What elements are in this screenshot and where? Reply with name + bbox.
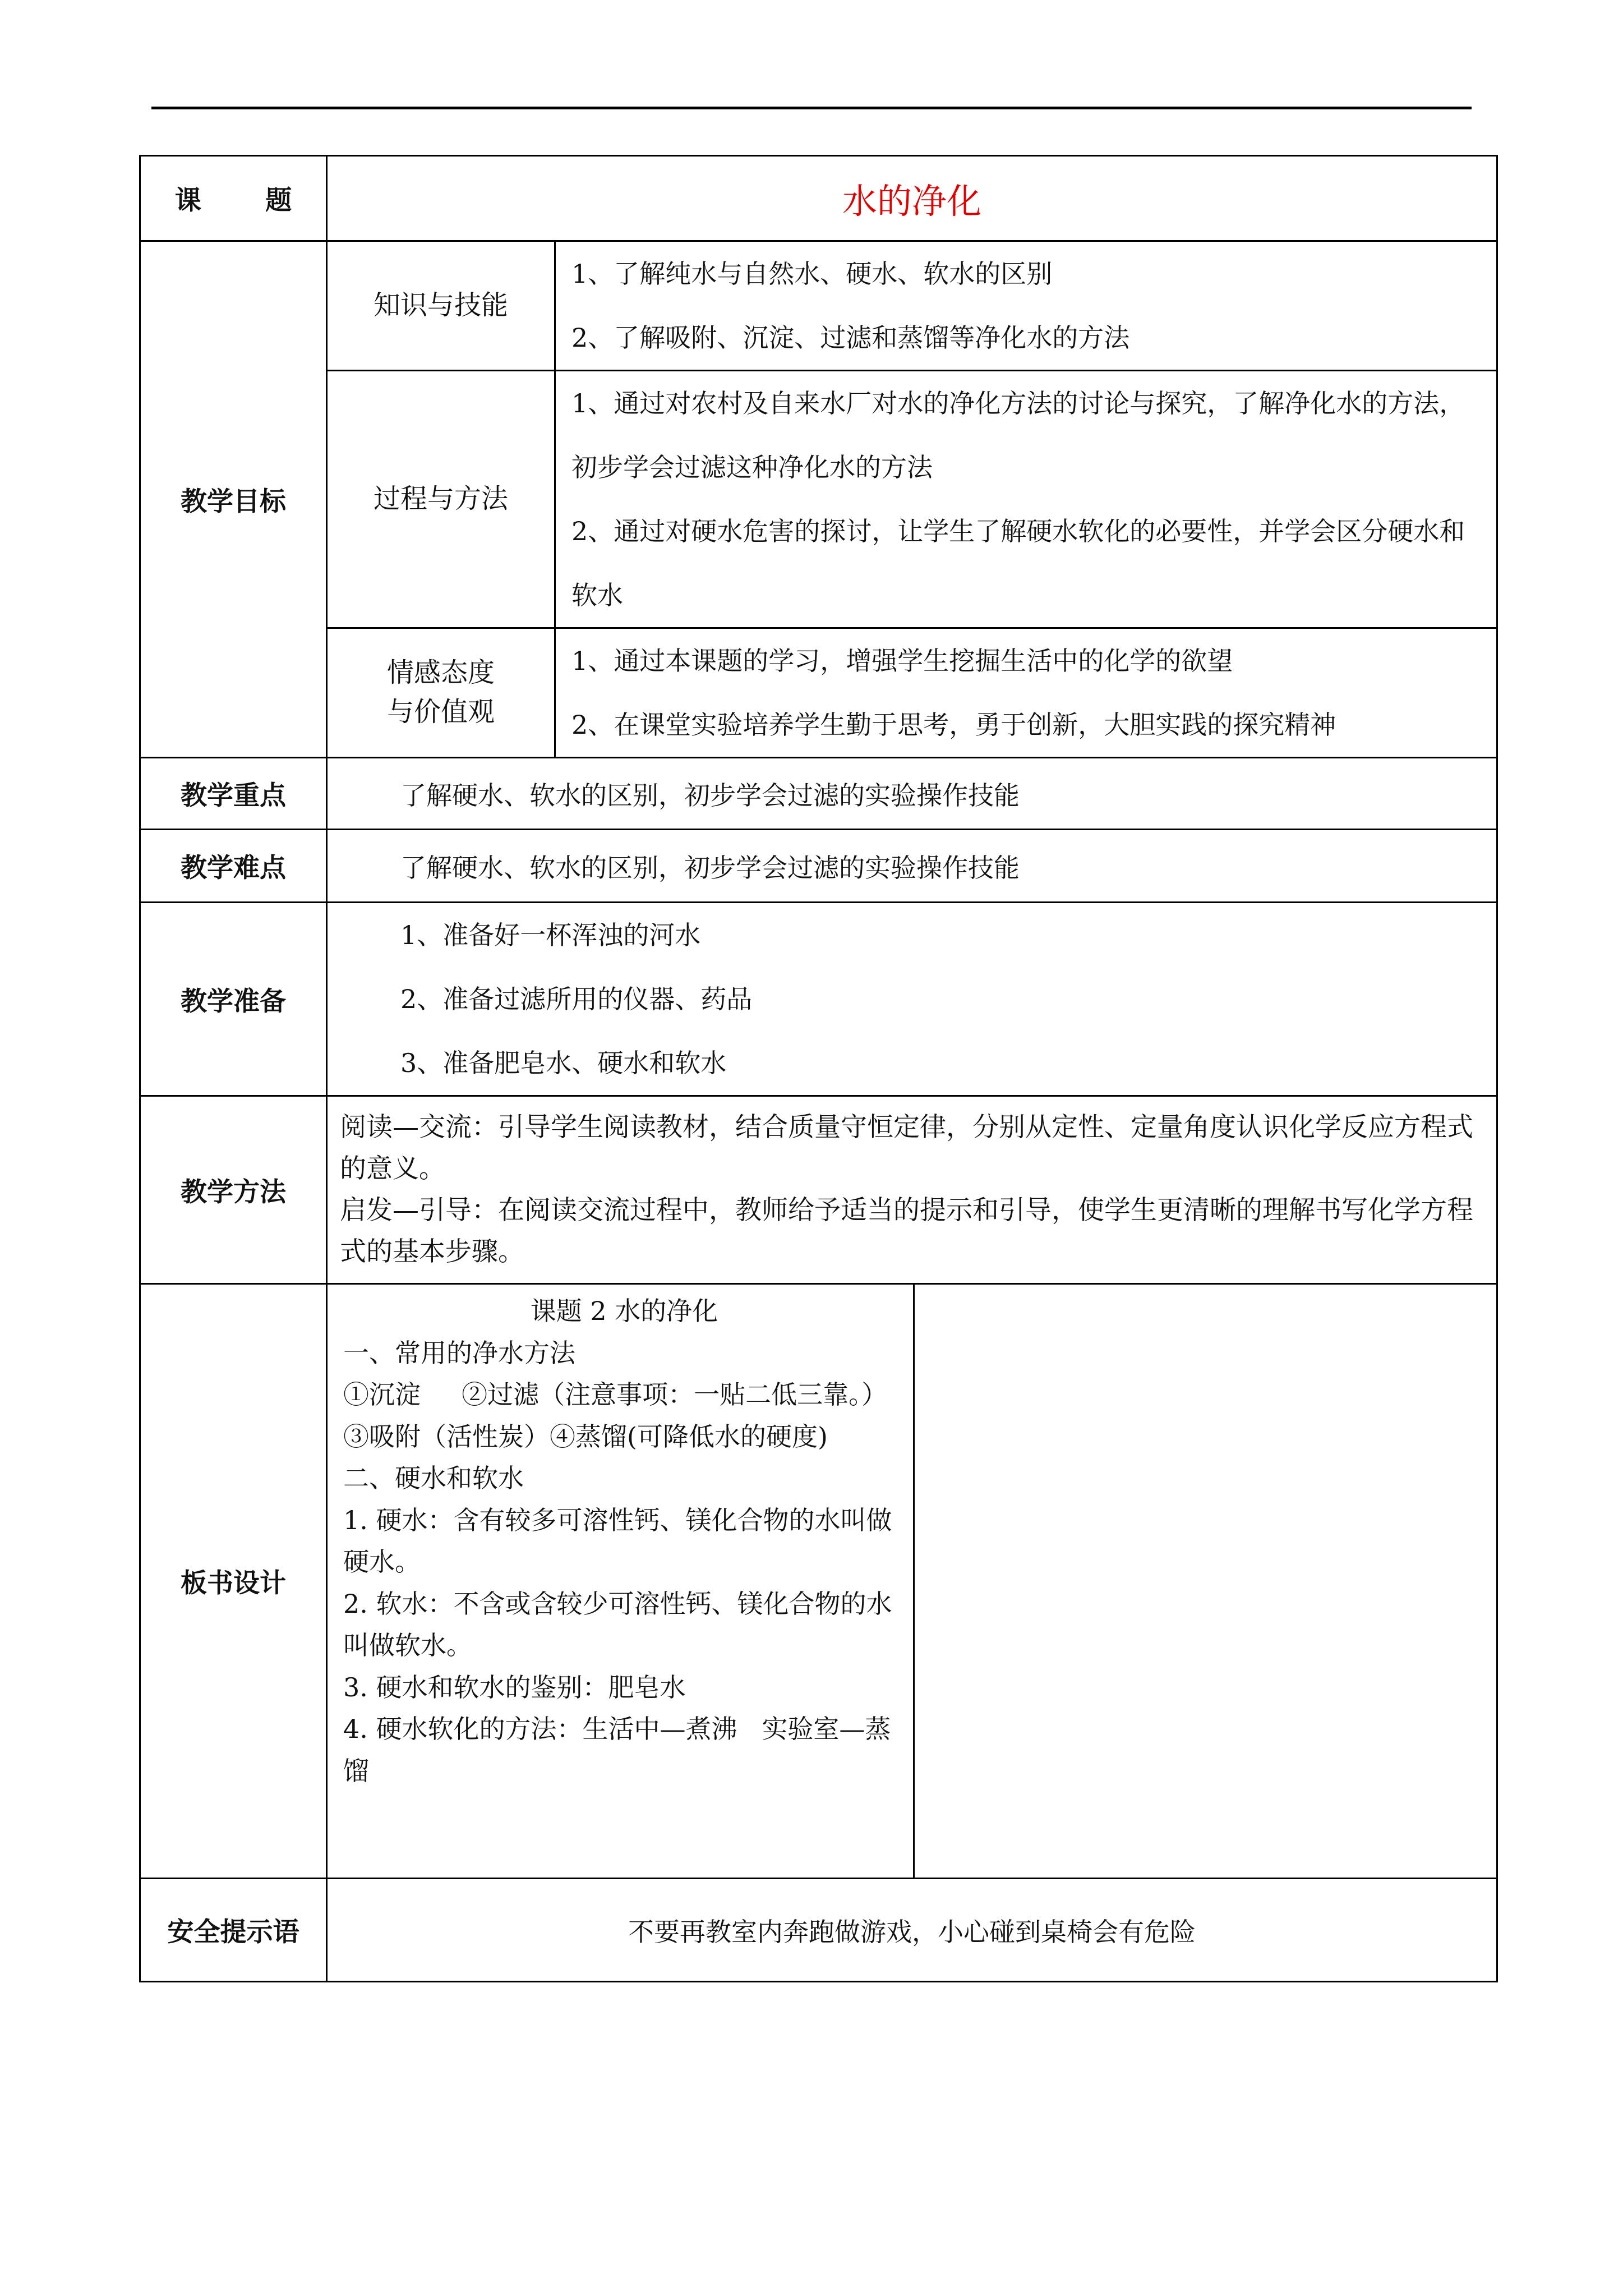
course-label: 课 题 [140, 156, 327, 241]
methods-item: 启发—引导：在阅读交流过程中，教师给予适当的提示和引导，使学生更清晰的理解书写化学方程式的基本步骤。 [340, 1195, 1473, 1267]
board-content [327, 1284, 914, 1879]
lesson-plan-table [139, 155, 1498, 1982]
process-item: 1、通过对农村及自来水厂对水的净化方法的讨论与探究，了解净化水的方法，初步学会过滤这种净化水的方法 [571, 388, 1465, 482]
preparation-item: 2、准备过滤所用的仪器、药品 [400, 984, 753, 1014]
process-items [555, 371, 1497, 628]
preparation-item: 3、准备肥皂水、硬水和软水 [400, 1048, 727, 1078]
knowledge-item: 2、了解吸附、沉淀、过滤和蒸馏等净化水的方法 [571, 323, 1130, 353]
knowledge-label: 知识与技能 [327, 241, 555, 371]
methods-items [327, 1096, 1497, 1284]
emotion-label-line1: 情感态度 [386, 657, 495, 689]
board-section-2: 二、硬水和软水 [343, 1463, 524, 1493]
row-objective-knowledge [140, 241, 1497, 371]
key-points-label: 教学重点 [140, 758, 327, 830]
board-point: 2. 软水：不含或含较少可溶性钙、镁化合物的水叫做软水。 [343, 1588, 892, 1660]
row-difficulties [140, 830, 1497, 903]
emotion-item: 1、通过本课题的学习，增强学生挖掘生活中的化学的欲望 [571, 646, 1233, 676]
emotion-items [555, 628, 1497, 758]
board-empty-cell [914, 1284, 1497, 1879]
safety-text: 不要再教室内奔跑做游戏，小心碰到桌椅会有危险 [327, 1879, 1497, 1982]
board-methods-line-2: ③吸附（活性炭）④蒸馏(可降低水的硬度) [343, 1421, 828, 1452]
row-objective-process [140, 371, 1497, 628]
preparation-item: 1、准备好一杯浑浊的河水 [400, 920, 701, 950]
methods-label: 教学方法 [140, 1096, 327, 1284]
row-board [140, 1284, 1497, 1879]
safety-label: 安全提示语 [140, 1879, 327, 1982]
emotion-label-line2: 与价值观 [386, 696, 495, 728]
preparation-items [327, 903, 1497, 1096]
board-section-1: 一、常用的净水方法 [343, 1337, 575, 1368]
row-key-points [140, 758, 1497, 830]
knowledge-item: 1、了解纯水与自然水、硬水、软水的区别 [571, 259, 1053, 289]
row-preparation [140, 903, 1497, 1096]
row-safety [140, 1879, 1497, 1982]
process-label: 过程与方法 [327, 371, 555, 628]
board-label: 板书设计 [140, 1284, 327, 1879]
process-item: 2、通过对硬水危害的探讨，让学生了解硬水软化的必要性，并学会区分硬水和软水 [571, 516, 1465, 610]
difficulties-text: 了解硬水、软水的区别，初步学会过滤的实验操作技能 [327, 830, 1497, 903]
row-course-title [140, 156, 1497, 241]
board-point: 3. 硬水和软水的鉴别：肥皂水 [343, 1672, 686, 1703]
knowledge-items [555, 241, 1497, 371]
board-heading: 课题 2 水的净化 [530, 1296, 718, 1326]
emotion-item: 2、在课堂实验培养学生勤于思考，勇于创新，大胆实践的探究精神 [571, 710, 1336, 740]
row-methods [140, 1096, 1497, 1284]
emotion-label [327, 628, 555, 758]
difficulties-label: 教学难点 [140, 830, 327, 903]
header-rule [151, 107, 1472, 109]
objectives-label: 教学目标 [140, 241, 327, 758]
course-title: 水的净化 [327, 156, 1497, 241]
board-point: 1. 硬水：含有较多可溶性钙、镁化合物的水叫做硬水。 [343, 1504, 892, 1577]
methods-item: 阅读—交流：引导学生阅读教材，结合质量守恒定律，分别从定性、定量角度认识化学反应方程式的意义。 [340, 1112, 1473, 1184]
preparation-label: 教学准备 [140, 903, 327, 1096]
board-methods-line: ①沉淀 ②过滤（注意事项：一贴二低三靠。） [343, 1379, 888, 1410]
key-points-text: 了解硬水、软水的区别，初步学会过滤的实验操作技能 [327, 758, 1497, 830]
board-point: 4. 硬水软化的方法：生活中—煮沸 实验室—蒸馏 [343, 1714, 891, 1786]
row-objective-emotion [140, 628, 1497, 758]
